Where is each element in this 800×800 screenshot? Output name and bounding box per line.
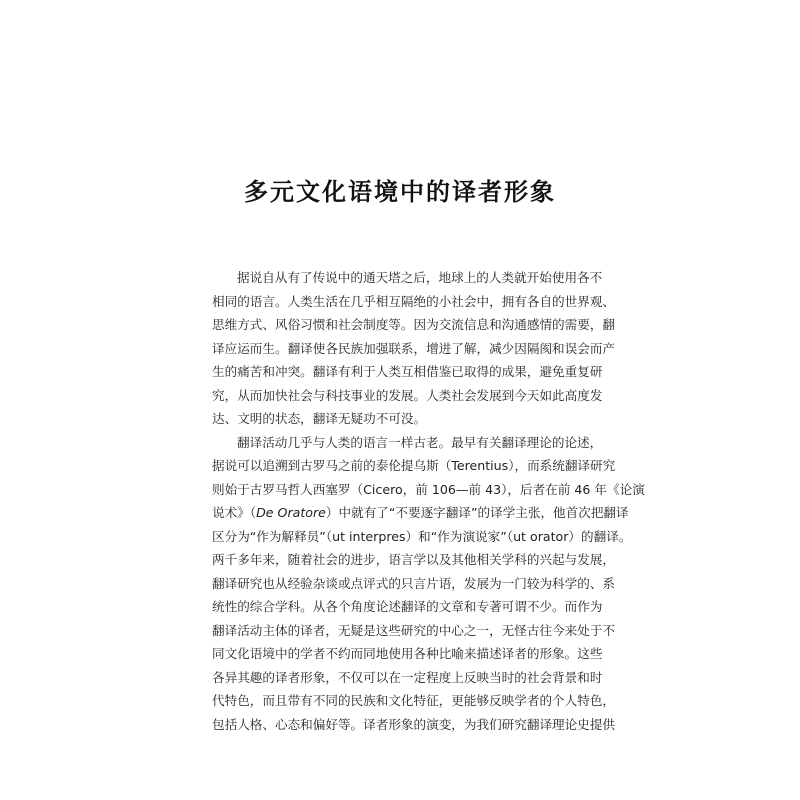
paragraph-1-line-7: 达、文明的状态，翻译无疑功不可没。 [212, 411, 427, 426]
paragraph-1-line-2: 相同的语言。人类生活在几乎相互隔绝的小社会中，拥有各自的世界观、 [212, 293, 615, 309]
latin-book-title: De Oratore [256, 505, 326, 520]
paragraph-2-line-7: 翻译研究也从经验杂谈或点评式的只言片语，发展为一门较为科学的、系 [212, 575, 615, 591]
paragraph-2-line-1: 翻译活动几乎与人类的语言一样古老。最早有关翻译理论的论述， [237, 434, 603, 450]
paragraph-2-line-4: 说术》（De Oratore）中就有了“不要逐字翻译”的译学主张，他首次把翻译 [212, 505, 629, 520]
paragraph-2-line-3: 则始于古罗马哲人西塞罗（Cicero，前 106—前 43），后者在前 46 年《论演 [212, 481, 645, 497]
paragraph-1-line-6: 究，从而加快社会与科技事业的发展。人类社会发展到今天如此高度发 [212, 387, 603, 403]
paragraph-2-line-5: 区分为“作为解释员”（ut interpres）和“作为演说家”（ut orator）的翻译。 [212, 528, 632, 544]
paragraph-1-line-3: 思维方式、风俗习惯和社会制度等。因为交流信息和沟通感情的需要，翻 [212, 317, 615, 332]
body-text [212, 266, 645, 736]
paragraph-1-line-1: 据说自从有了传说中的通天塔之后，地球上的人类就开始使用各不 [237, 270, 603, 285]
paragraph-1-line-4: 译应运而生。翻译使各民族加强联系，增进了解，减少因隔阂和误会而产 [212, 340, 615, 356]
paragraph-2-line-10: 同文化语境中的学者不约而同地使用各种比喻来描述译者的形象。这些 [212, 646, 603, 661]
paragraph-2-line-8: 统性的综合学科。从各个角度论述翻译的文章和专著可谓不少。而作为 [212, 599, 603, 614]
paragraph-2-line-12: 代特色，而且带有不同的民族和文化特征，更能够反映学者的个人特色， [212, 693, 615, 708]
paragraph-2-line-11: 各异其趣的译者形象，不仅可以在一定程度上反映当时的社会背景和时 [212, 669, 603, 685]
chapter-title: 多元文化语境中的译者形象 [244, 178, 556, 206]
paragraph-2-line-2: 据说可以追溯到古罗马之前的泰伦提乌斯（Terentius），而系统翻译研究 [212, 458, 616, 473]
paragraph-2-line-9: 翻译活动主体的译者，无疑是这些研究的中心之一，无怪古往今来处于不 [212, 622, 615, 638]
paragraph-2-line-6: 两千多年来，随着社会的进步，语言学以及其他相关学科的兴起与发展， [212, 552, 615, 567]
paragraph-2-line-13: 包括人格、心态和偏好等。译者形象的演变，为我们研究翻译理论史提供 [212, 716, 615, 732]
paragraph-1-line-5: 生的痛苦和冲突。翻译有利于人类互相借鉴已取得的成果，避免重复研 [212, 364, 603, 379]
